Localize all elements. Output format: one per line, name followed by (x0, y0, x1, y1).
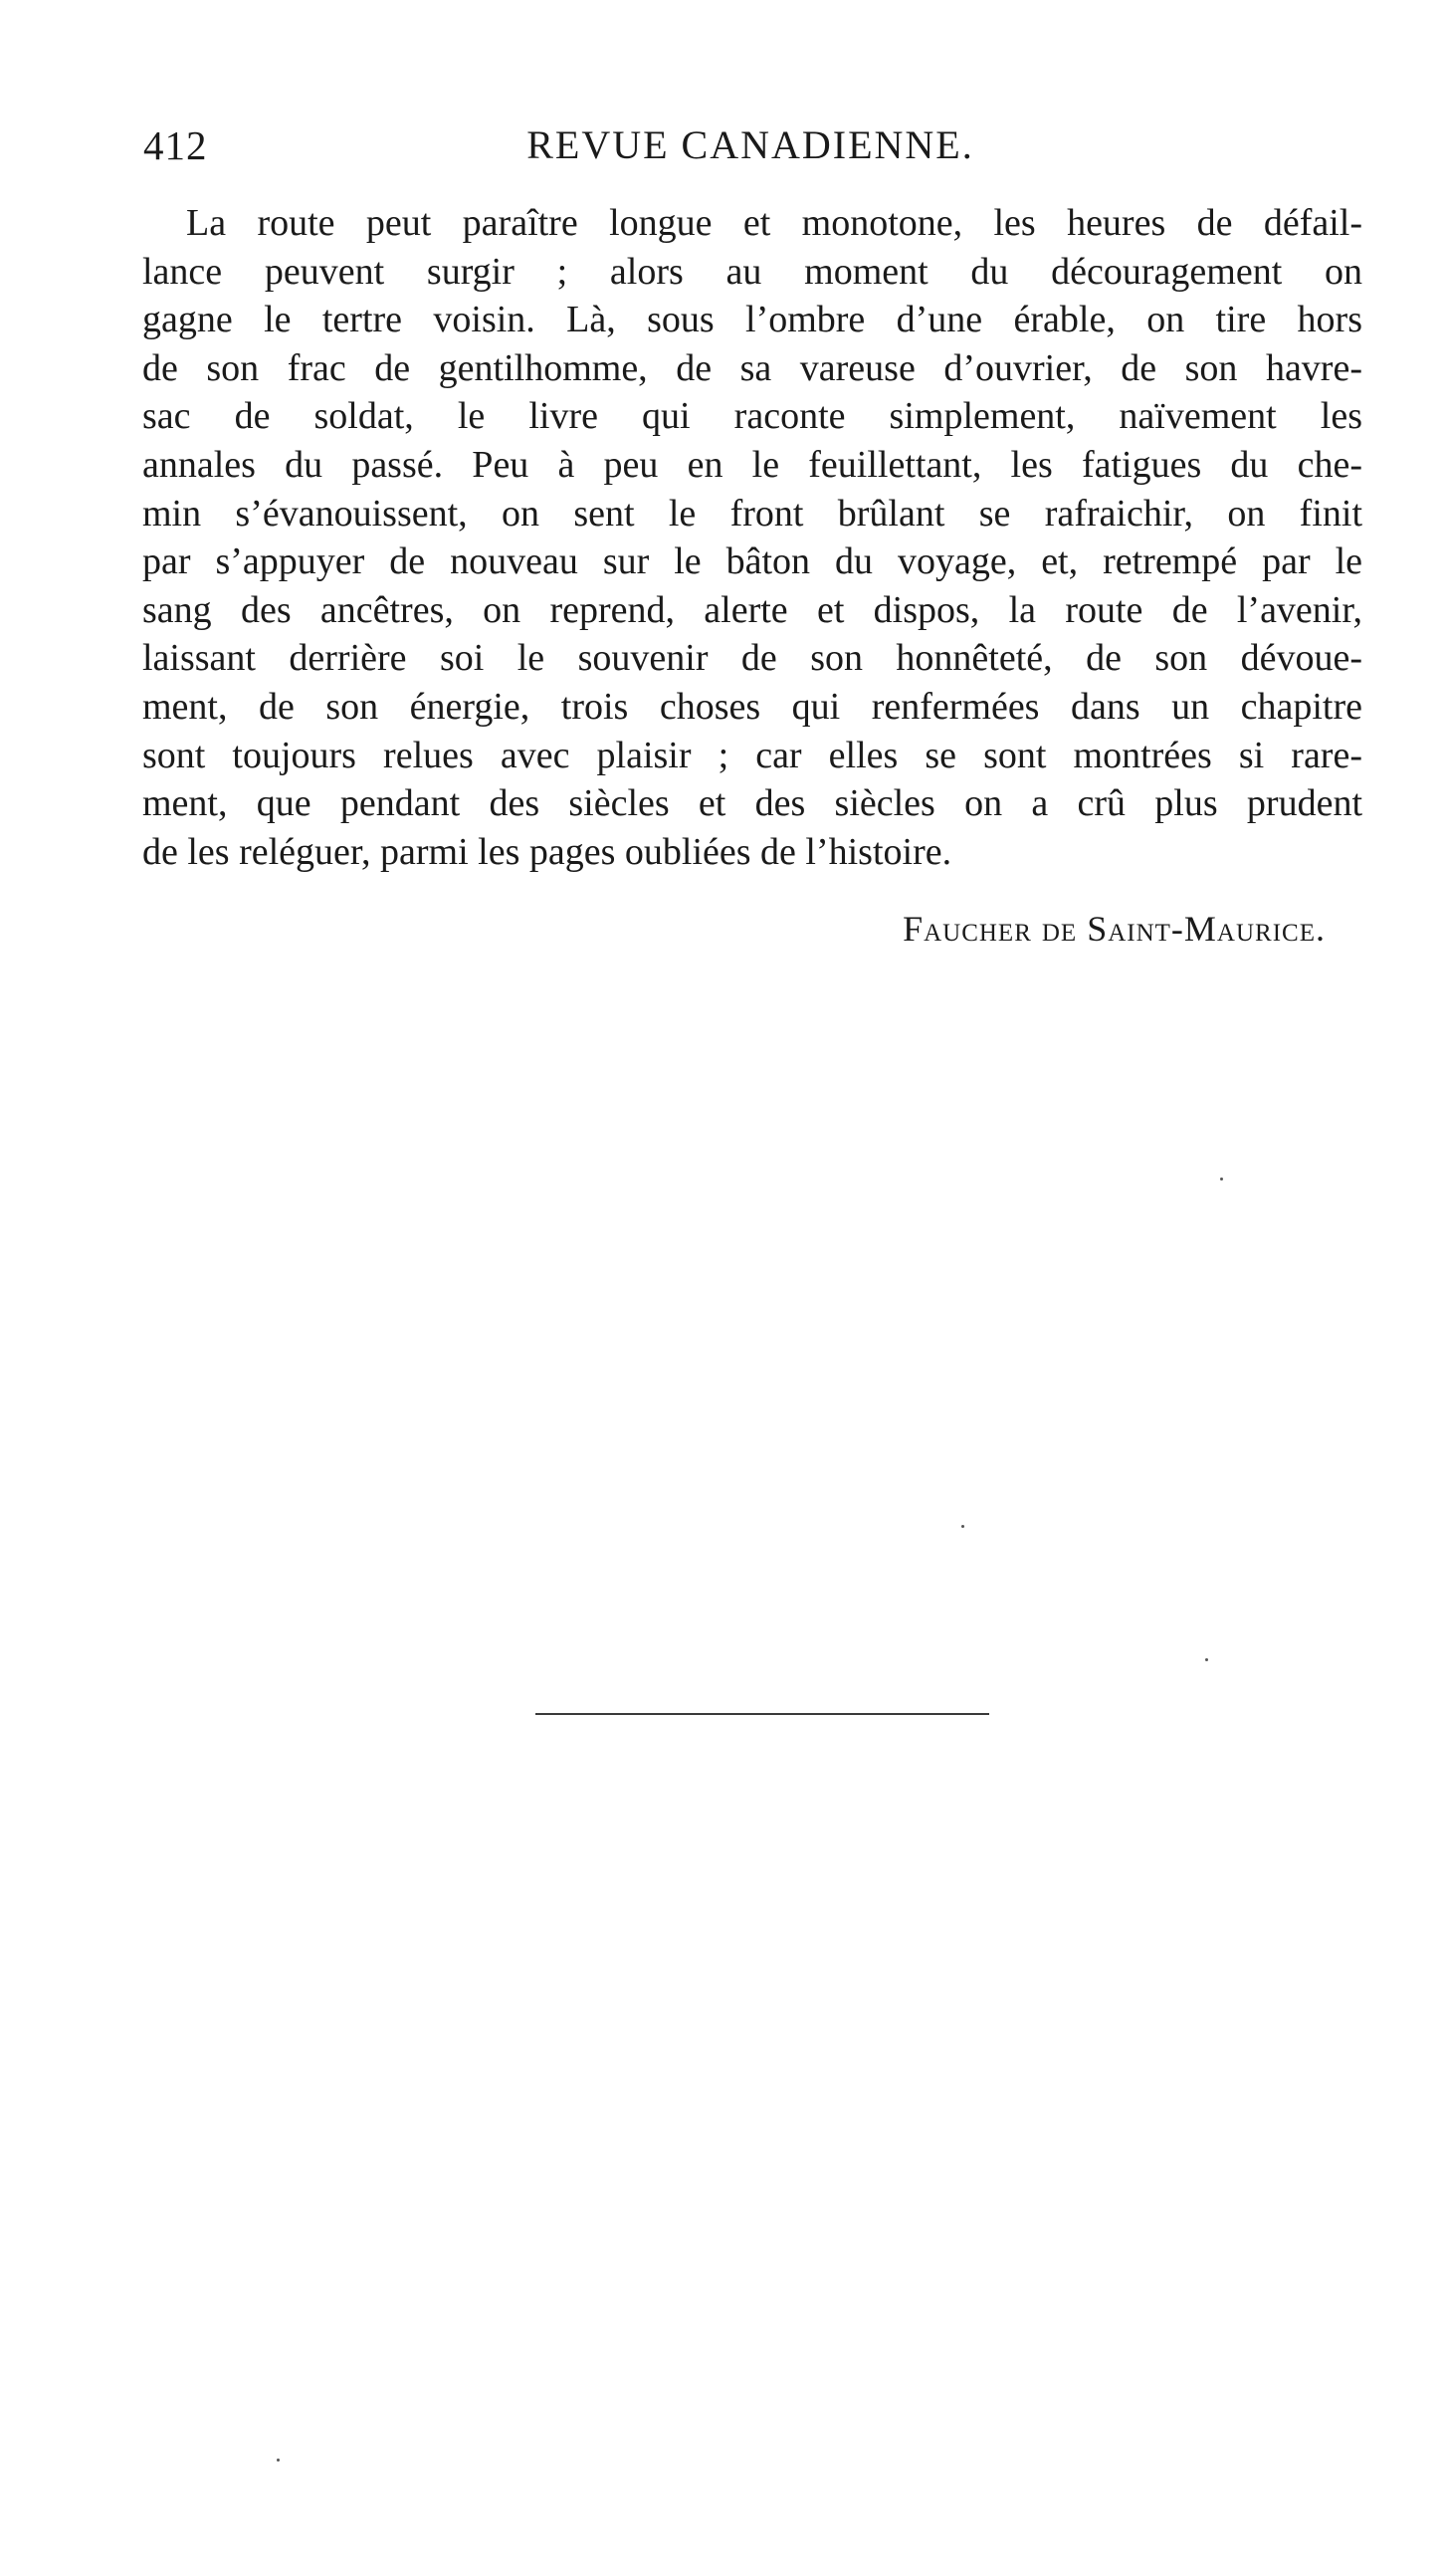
running-head (139, 121, 1361, 181)
text-line: lance peuvent surgir ; alors au moment du découragement on (142, 250, 1362, 293)
text-line: par s’appuyer de nouveau sur le bâton du voyage, et, retrempé par le (142, 540, 1362, 583)
author-signature: Faucher de Saint-Maurice. (903, 909, 1326, 949)
text-line: sont toujours relues avec plaisir ; car elles se sont montrées si rare- (142, 734, 1362, 776)
text-line: ment, de son énergie, trois choses qui renfermées dans un chapitre (142, 685, 1362, 728)
text-line: de les reléguer, parmi les pages oubliées de l’histoire. (142, 830, 952, 873)
body-paragraph (142, 199, 1362, 876)
text-line: laissant derrière soi le souvenir de son honnêteté, de son dévoue- (142, 637, 1362, 680)
text-line: sang des ancêtres, on reprend, alerte et dispos, la route de l’avenir, (142, 588, 1362, 631)
text-line: annales du passé. Peu à peu en le feuillettant, les fatigues du che- (142, 443, 1362, 486)
paper-speck (1205, 1658, 1208, 1661)
text-line: La route peut paraître longue et monotone, les heures de défail- (186, 202, 1362, 244)
text-line: min s’évanouissent, on sent le front brûlant se rafraichir, on finit (142, 492, 1362, 535)
text-line: gagne le tertre voisin. Là, sous l’ombre d’une érable, on tire hors (142, 299, 1362, 341)
paper-speck (277, 2459, 280, 2462)
page-number: 412 (143, 122, 208, 168)
text-line: sac de soldat, le livre qui raconte simplement, naïvement les (142, 395, 1362, 438)
text-line: ment, que pendant des siècles et des siècles on a crû plus prudent (142, 782, 1362, 825)
section-divider (535, 1713, 989, 1715)
paper-speck (1220, 1178, 1223, 1181)
journal-title: REVUE CANADIENNE. (526, 122, 974, 167)
text-line: de son frac de gentilhomme, de sa vareuse d’ouvrier, de son havre- (142, 346, 1362, 389)
paper-speck (961, 1525, 964, 1528)
